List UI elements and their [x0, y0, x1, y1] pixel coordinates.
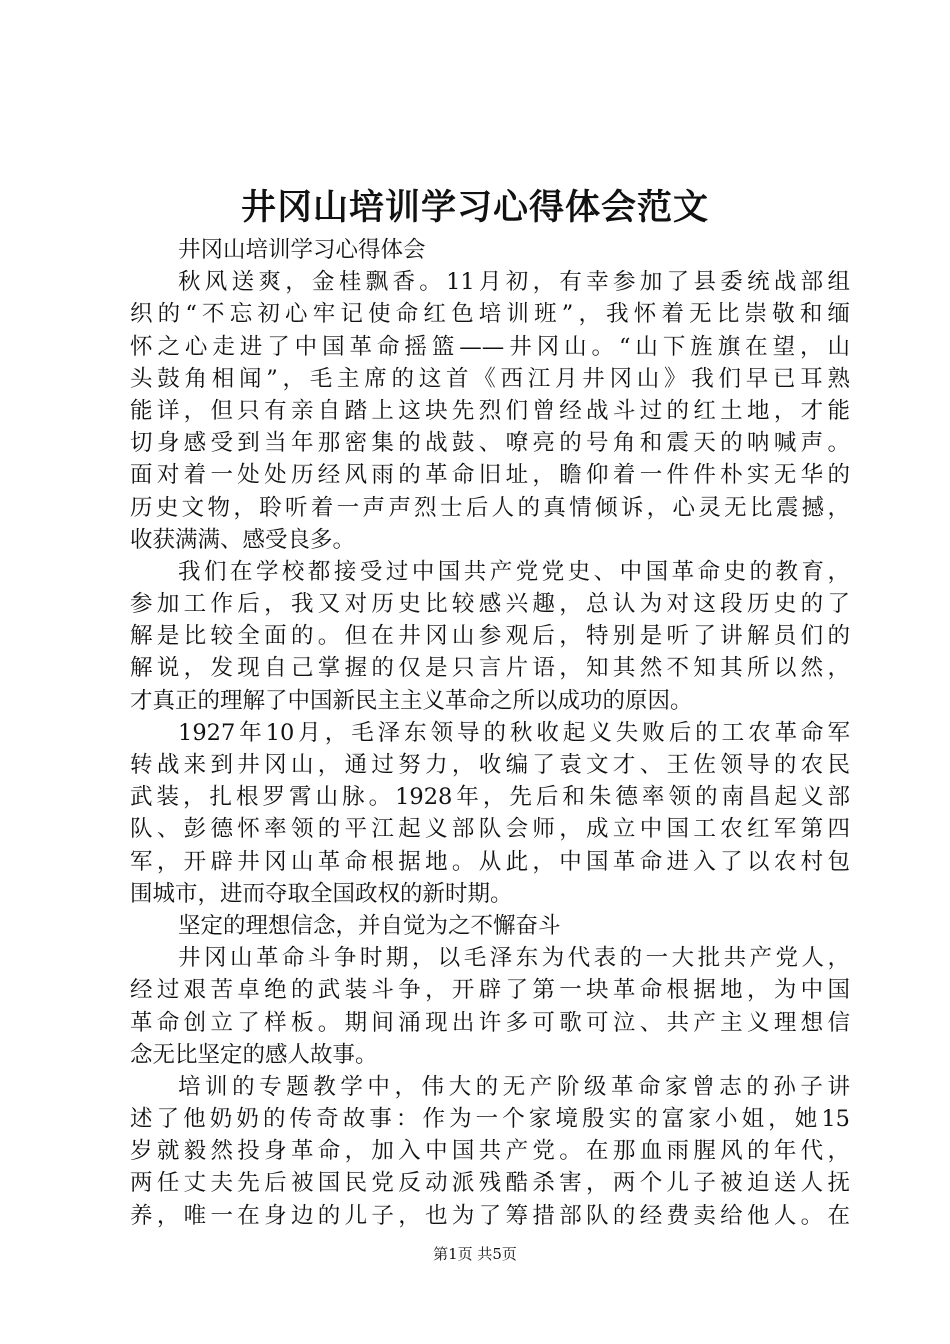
text-line: 收获满满、感受良多。: [130, 526, 356, 553]
text-line: 转战来到井冈山，通过努力，收编了袁文才、王佐领导的农民: [130, 752, 850, 778]
text-line: 革命创立了样板。期间涌现出许多可歌可泣、共产主义理想信: [130, 1009, 850, 1036]
text-line: 养，唯一在身边的儿子，也为了筹措部队的经费卖给他人。在: [130, 1202, 850, 1229]
text-line: 述了他奶奶的传奇故事：作为一个家境殷实的富家小姐，她15: [130, 1106, 850, 1133]
text-line: 秋风送爽，金桂飘香。11月初，有幸参加了县委统战部组: [178, 269, 850, 296]
text-line: 面对着一处处历经风雨的革命旧址，瞻仰着一件件朴实无华的: [130, 462, 850, 489]
text-line: 才真正的理解了中国新民主主义革命之所以成功的原因。: [130, 687, 693, 714]
text-line: 能详，但只有亲自踏上这块先烈们曾经战斗过的红土地，才能: [130, 397, 850, 424]
text-line: 井冈山革命斗争时期，以毛泽东为代表的一大批共产党人，: [178, 945, 850, 972]
text-line: 队、彭德怀率领的平江起义部队会师，成立中国工农红军第四: [130, 816, 850, 843]
text-line: 军，开辟井冈山革命根据地。从此，中国革命进入了以农村包: [130, 848, 850, 875]
text-line: 念无比坚定的感人故事。: [130, 1041, 378, 1068]
text-line: 解说，发现自己掌握的仅是只言片语，知其然不知其所以然，: [130, 655, 850, 682]
text-line: 历史文物，聆听着一声声烈士后人的真情倾诉，心灵无比震撼，: [130, 494, 850, 521]
text-line: 武装，扎根罗霄山脉。1928年，先后和朱德率领的南昌起义部: [130, 784, 850, 811]
text-line: 培训的专题教学中，伟大的无产阶级革命家曾志的孙子讲: [178, 1073, 850, 1100]
text-line: 围城市，进而夺取全国政权的新时期。: [130, 880, 513, 907]
text-line: 怀之心走进了中国革命摇篮——井冈山。“山下旌旗在望，山: [130, 333, 850, 360]
text-line: 切身感受到当年那密集的战鼓、嘹亮的号角和震天的呐喊声。: [130, 430, 850, 457]
document-body: [130, 234, 850, 1232]
text-line: 我们在学校都接受过中国共产党党史、中国革命史的教育，: [178, 558, 850, 585]
text-line: 经过艰苦卓绝的武装斗争，开辟了第一块革命根据地，为中国: [130, 977, 850, 1004]
text-line: 坚定的理想信念，并自觉为之不懈奋斗: [178, 912, 561, 939]
text-line: 1927年10月，毛泽东领导的秋收起义失败后的工农革命军: [178, 719, 850, 746]
text-line: 解是比较全面的。但在井冈山参观后，特别是听了讲解员们的: [130, 623, 850, 650]
text-line: 织的“不忘初心牢记使命红色培训班”，我怀着无比崇敬和缅: [130, 301, 850, 328]
text-line: 井冈山培训学习心得体会: [178, 237, 426, 263]
text-line: 岁就毅然投身革命，加入中国共产党。在那血雨腥风的年代，: [130, 1138, 850, 1165]
text-line: 两任丈夫先后被国民党反动派残酷杀害，两个儿子被迫送人抚: [130, 1170, 850, 1197]
page-footer: 第1页 共5页: [433, 1245, 517, 1263]
document-title: 井冈山培训学习心得体会范文: [240, 187, 709, 228]
text-line: 参加工作后，我又对历史比较感兴趣，总认为对这段历史的了: [130, 591, 850, 618]
text-line: 头鼓角相闻”，毛主席的这首《西江月井冈山》我们早已耳熟: [130, 365, 850, 392]
